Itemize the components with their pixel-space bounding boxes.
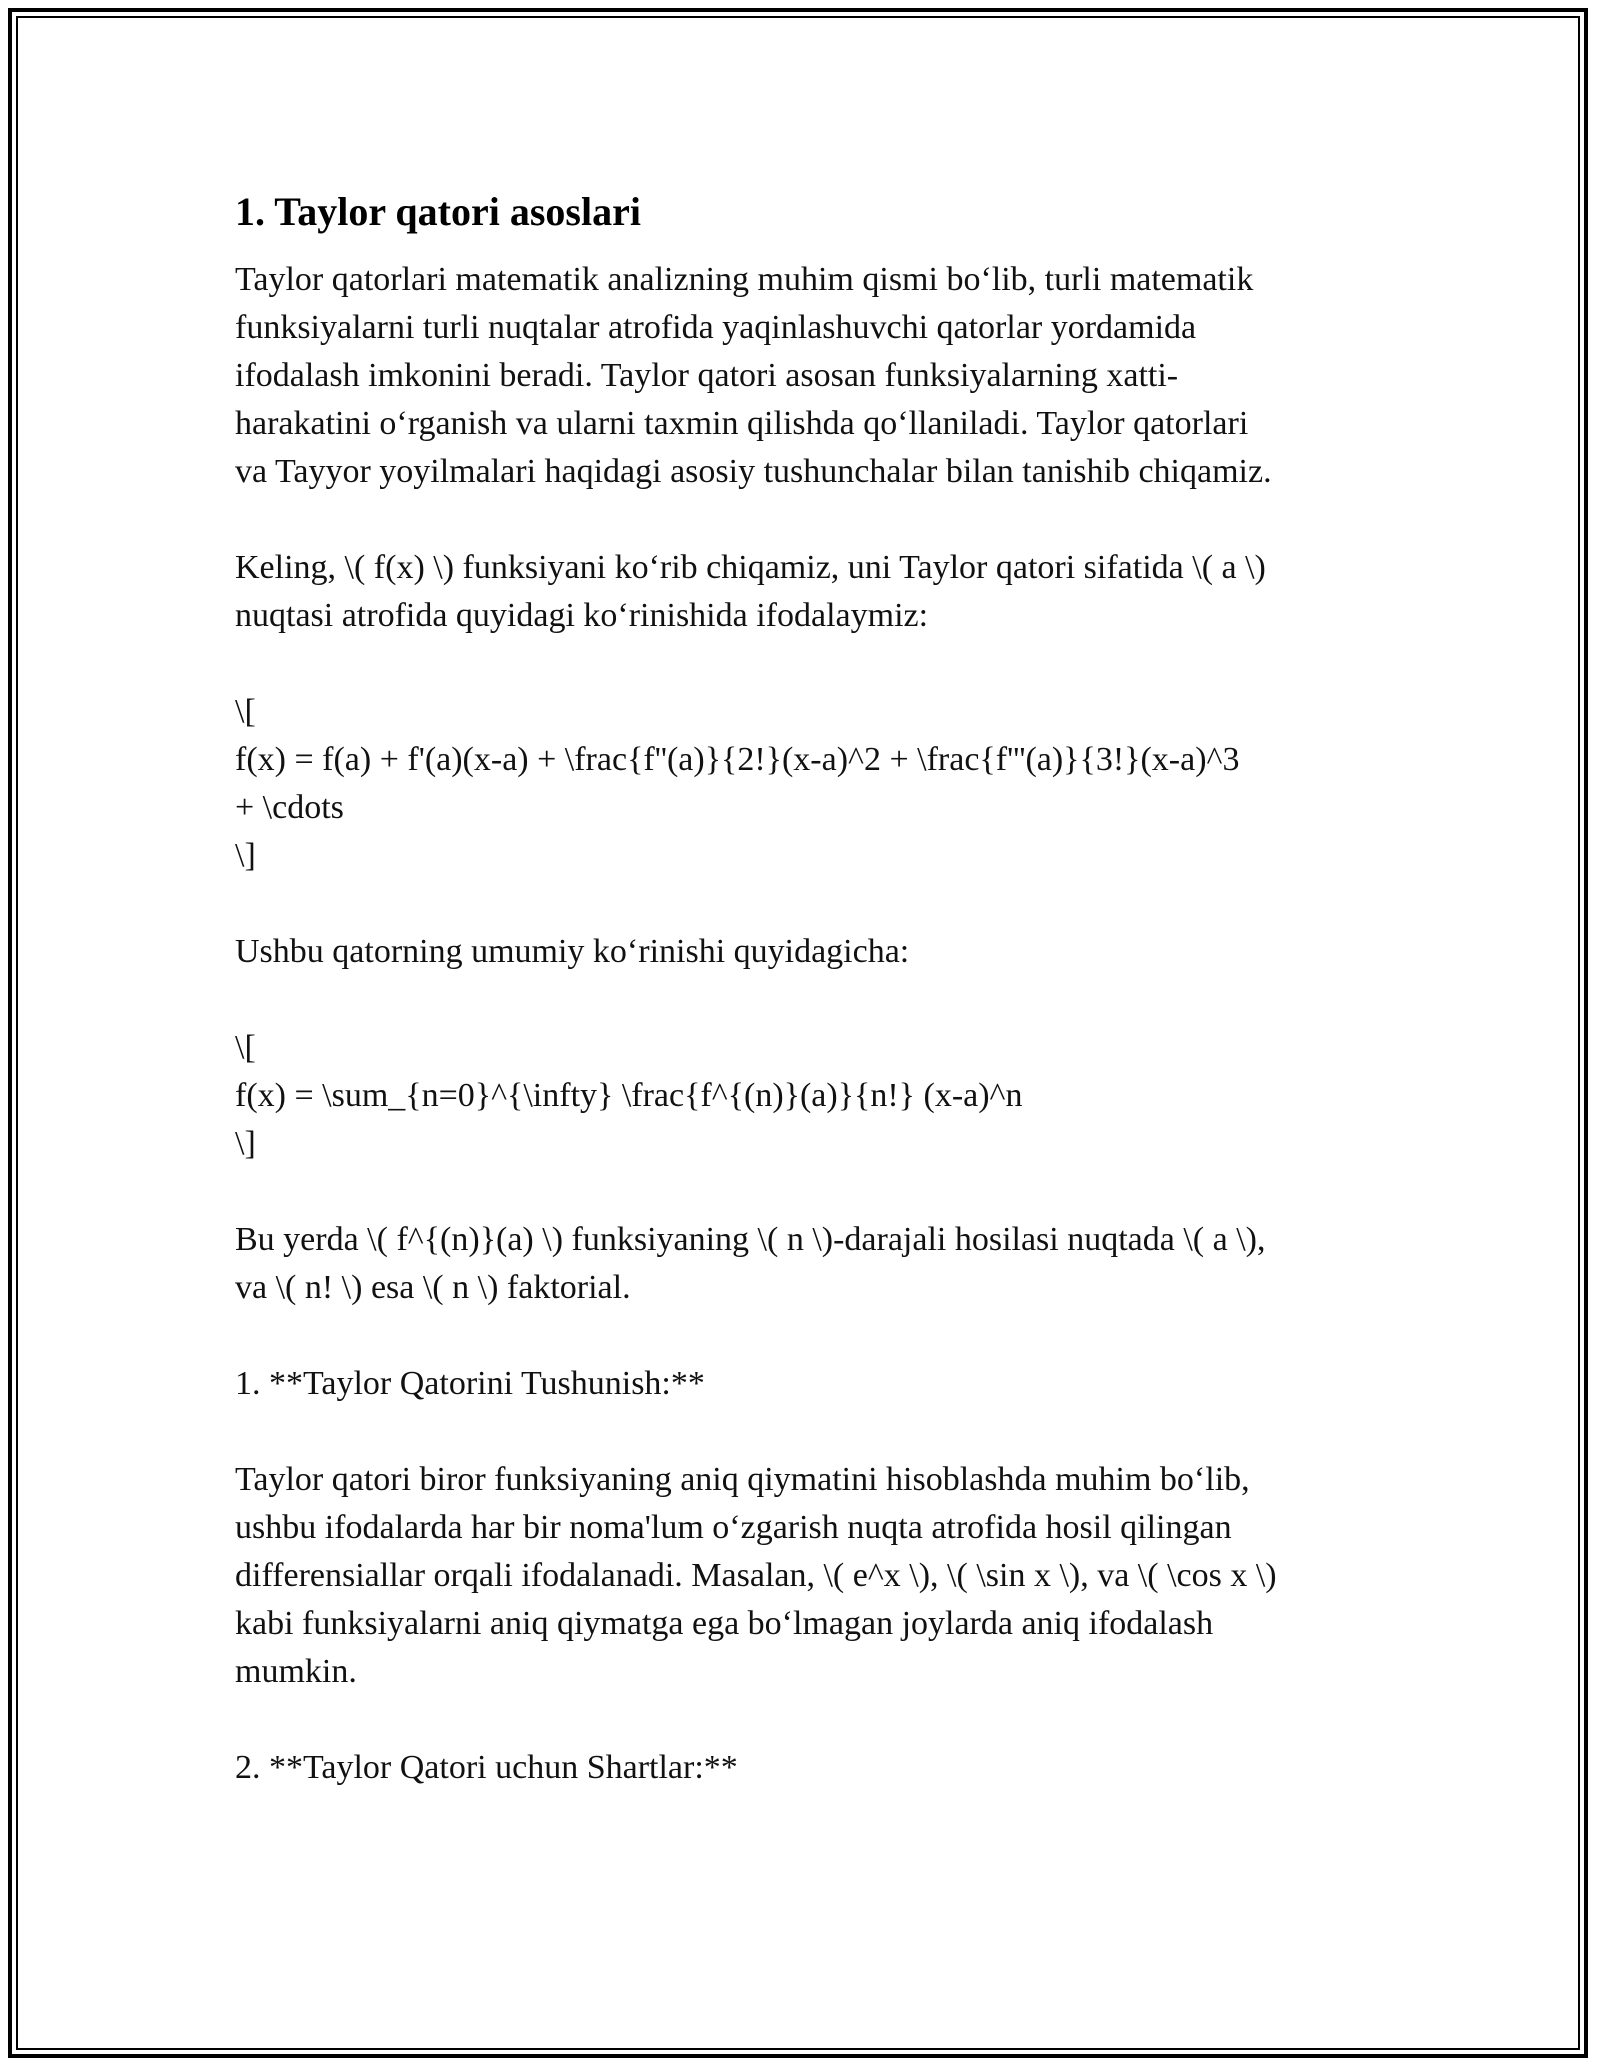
taylor-sum-formula: \[ f(x) = \sum_{n=0}^{\infty} \frac{f^{(n)}(a)}{n!} (x-a)^n \] [235,1029,1023,1162]
taylor-expansion-formula: \[ f(x) = f(a) + f'(a)(x-a) + \frac{f''(a)}{2!}(x-a)^2 + \frac{f'''(a)}{3!}(x-a)^3 + \cdots \] [235,693,1240,874]
formula-explanation: Bu yerda \( f^{(n)}(a) \) funksiyaning \( n \)-darajali hosilasi nuqtada \( a \), va \( n! \) esa \( n \) faktorial. [235,1221,1266,1306]
list-item-conditions: 2. **Taylor Qatori uchun Shartlar:** [235,1749,738,1786]
general-form-intro: Ushbu qatorning umumiy ko‘rinishi quyidagicha: [235,933,910,970]
list-item-understanding: 1. **Taylor Qatorini Tushunish:** [235,1365,705,1402]
function-intro-paragraph: Keling, \( f(x) \) funksiyani ko‘rib chiqamiz, uni Taylor qatori sifatida \( a \) nuqtasi atrofida quyidagi ko‘rinishida ifodalaymiz: [235,549,1266,634]
section-title: 1. Taylor qatori asoslari [235,189,641,234]
intro-paragraph: Taylor qatorlari matematik analizning muhim qismi bo‘lib, turli matematik funksiyalarni turli nuqtalar atrofida yaqinlashuvchi qatorlar yordamida ifodalash imkonini beradi. Taylor qatori asosan funksiyalarning xatti- harakatini o‘rganish va ularni taxmin qilishda qo‘llaniladi. Taylor qatorlari va Tayyor yoyilmalari haqidagi asosiy tushunchalar bilan tanishib chiqamiz. [235,261,1272,490]
understanding-paragraph: Taylor qatori biror funksiyaning aniq qiymatini hisoblashda muhim bo‘lib, ushbu ifodalarda har bir noma'lum o‘zgarish nuqta atrofida hosil qilingan differensiallar orqali ifodalanadi. Masalan, \( e^x \), \( \sin x \), va \( \cos x \) kabi funksiyalarni aniq qiymatga ega bo‘lmagan joylarda aniq ifodalash mumkin. [235,1461,1277,1690]
document-body [235,180,1375,1792]
